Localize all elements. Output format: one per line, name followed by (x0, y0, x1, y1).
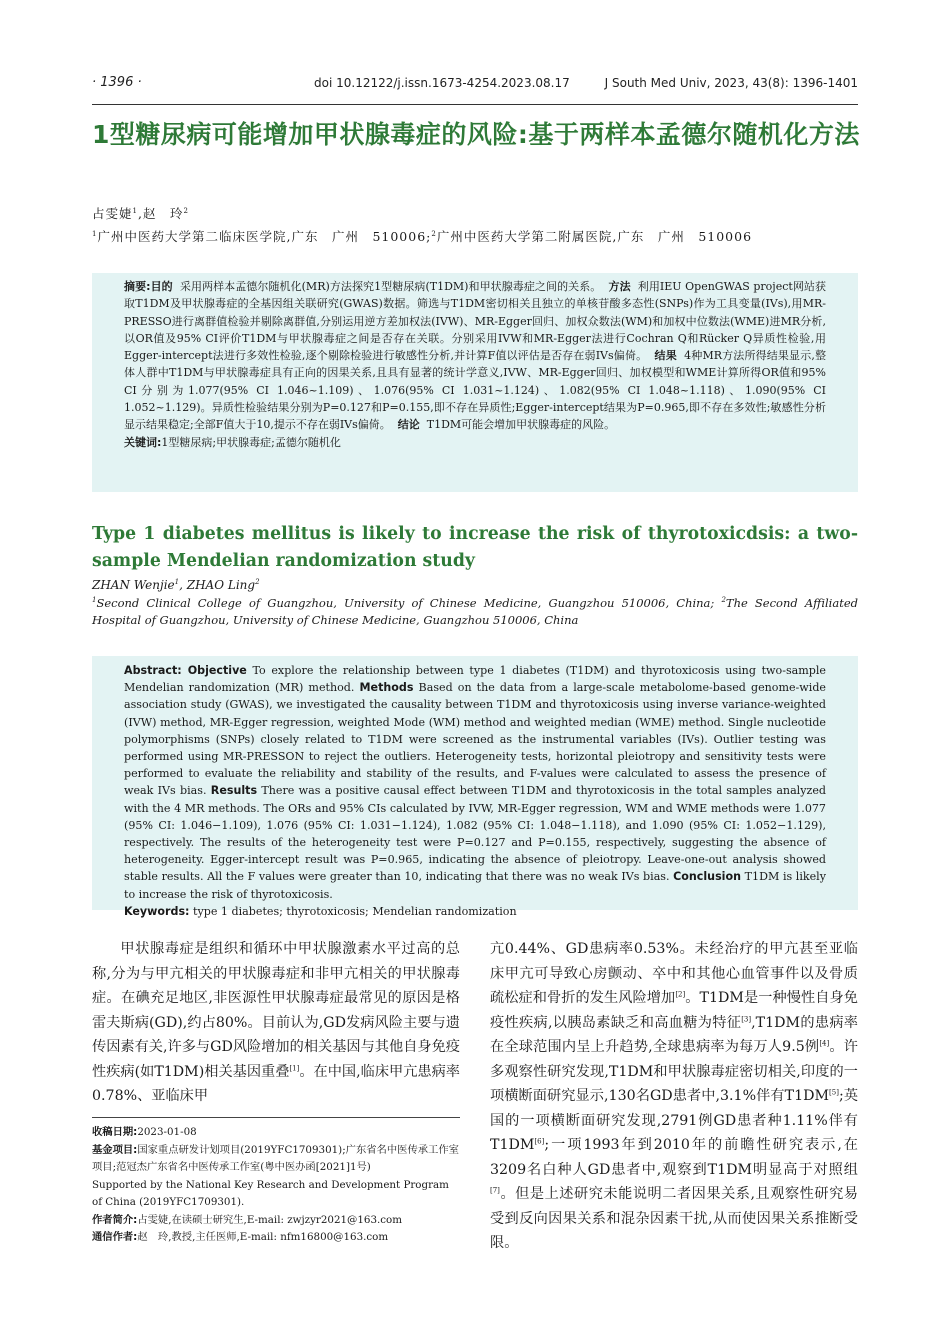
body-text-r1: 亢0.44%、GD患病率0.53%。未经治疗的甲亢甚至亚临床甲亢可导致心房颤动、卒中和其他心血管事件以及骨质疏松症和骨折的发生风险增加 (490, 941, 858, 1006)
funding (92, 1142, 460, 1177)
corresponding-label: 通信作者: (92, 1231, 138, 1243)
journal-citation: J South Med Univ, 2023, 43(8): 1396-1401 (604, 76, 858, 90)
objective-label-cn: 摘要:目的 (124, 280, 173, 293)
methods-text-en: Based on the data from a large-scale metabolome-based genome-wide association study (GWAS), we investigated the causality between T1DM and thyrotoxicosis using inverse variance-weighted (IVW) method, MR-Egger regression, weighted Mode (WM) method and weighted median (WME) method. Single nucleotide polymorphisms (SNPs) closely related to T1DM were screened as the instrumental variables (IVs). Outlier testing was performed using MR-PRESSON to reject the outliers. Heterogeneity tests, horizontal pleiotropy and sensitivity tests were performed to evaluate the reliability and stability of the results, and F-values were calculated to assess the presence of weak IVs bias. (124, 681, 826, 798)
results-text-cn: 4种MR方法所得结果显示,整体人群中T1DM与甲状腺毒症具有正向的因果关系,且具有显著的统计学意义,IVW、MR-Egger回归、加权模型和WME计算所得OR值和95% CI分别为1.077(95% CI 1.046~1.109)、1.076(95% CI 1.031~1.124)、1.082(95% CI 1.048~1.118)、1.090(95% CI 1.052~1.129)。异质性检验结果分别为P=0.127和P=0.155,即不存在异质性;Egger-intercept结果为P=0.965,即不存在多效性;敏感性分析显示结果稳定;全部F值大于10,提示不存在弱IVs偏倚。 (124, 349, 827, 432)
conclusion-text-en: T1DM is likely to increase the risk of thyrotoxicosis. (124, 870, 826, 901)
methods-text-cn: 利用IEU OpenGWAS project网站获取T1DM及甲状腺毒症的全基因组关联研究(GWAS)数据。筛选与T1DM密切相关且独立的单核苷酸多态性(SNPs)作为工具变量(IVs),用MR-PRESSO进行离群值检验并剔除离群值,分别运用逆方差加权法(IVW)、MR-Egger回归、加权众数法(WM)和加权中位数法(WME)进MR分析,以OR值及95% CI评价T1DM与甲状腺毒症之间是否存在关联。分别采用IVW和MR-Egger法进行Cochran Q和Rücker Q异质性检验,用Egger-intercept法进行多效性检验,逐个剔除检验进行敏感性分析,并计算F值以评估是否存在弱IVs偏倚。 (124, 280, 827, 363)
received-value: 2023-01-08 (137, 1126, 197, 1138)
citation-3[interactable]: [3] (741, 1014, 752, 1023)
affil-2-sup: 2 (431, 229, 437, 238)
keywords-text-en: type 1 diabetes; thyrotoxicosis; Mendelian randomization (193, 904, 517, 918)
body-paragraph-1 (92, 937, 460, 1109)
running-header (92, 72, 858, 96)
affil-2-en: The Second Affiliated Hospital of Guangzhou, University of Chinese Medicine, Guangzhou 510006, China (92, 596, 858, 627)
funding-cn: 国家重点研发计划项目(2019YFC1709301);广东省名中医传承工作室项目;范冠杰广东省名中医传承工作室(粤中医办函[2021]1号) (92, 1143, 459, 1173)
author-bio (92, 1212, 460, 1230)
author-1-en-sup: 1 (174, 578, 180, 586)
abstract-chinese (124, 278, 826, 434)
corresponding-text: 赵 玲,教授,主任医师,E-mail: nfm16800@163.com (137, 1231, 389, 1243)
affil-1-en-sup: 1 (92, 596, 97, 605)
keywords-label-en: Keywords: (124, 904, 190, 918)
affil-1-cn: 广州中医药大学第二临床医学院,广东 广州 510006; (97, 229, 432, 244)
affil-2-en-sup: 2 (721, 596, 726, 605)
citation-7[interactable]: [7] (490, 1186, 500, 1195)
received-label: 收稿日期: (92, 1126, 138, 1138)
author-1-cn: 占雯婕 (92, 206, 133, 221)
body-text-r3: ,T1DM的患病率在全球范围内呈上升趋势,全球患病率为每万人9.5例 (490, 1014, 858, 1055)
results-text-en: There was a positive causal effect between T1DM and thyrotoxicosis in the total samples analyzed with the 4 MR methods. The ORs and 95% CIs calculated by IVW, MR-Egger regression, WM and WME methods were 1.077 (95% CI: 1.046−1.109), 1.076 (95% CI: 1.031−1.124), 1.082 (95% CI: 1.048−1.118), and 1.090 (95% CI: 1.052−1.129), respectively. The results of the heterogeneity test were P=0.127 and P=0.155, respectively, suggesting the absence of heterogeneity. Egger-intercept result was P=0.965, indicating the absence of pleiotropy. Leave-one-out analysis showed stable results. All the F values were greater than 10, indicating that there was no weak IVs bias. (124, 784, 827, 884)
authors-english (92, 578, 260, 592)
received-date (92, 1124, 460, 1142)
author-2-cn: 赵 玲 (142, 206, 184, 221)
abstract-english-box (92, 656, 858, 918)
affil-1-en: Second Clinical College of Guangzhou, University of Chinese Medicine, Guangzhou 510006, China; (96, 596, 722, 610)
body-text-r2: 。T1DM是一种慢性自身免疫性疾病,以胰岛素缺乏和高血糖为特征 (490, 990, 858, 1031)
author-bio-text: 占雯婕,在读硕士研究生,E-mail: zwjzyr2021@163.com (137, 1213, 402, 1226)
citation-4[interactable]: [4] (819, 1039, 830, 1048)
body-text-left: 甲状腺毒症是组织和循环中甲状腺激素水平过高的总称,分为与甲亢相关的甲状腺毒症和非甲亢相关的甲状腺毒症。在碘充足地区,非医源性甲状腺毒症最常见的原因是格雷夫斯病(GD),约占80%。目前认为,GD发病风险主要与遗传因素有关,许多与GD风险增加的相关基因与其他自身免疫性疾病(如T1DM)相关基因重叠 (92, 941, 460, 1080)
author-2-en: ZHAO Ling (186, 578, 256, 592)
body-text-r7: 。但是上述研究未能说明二者因果关系,且观察性研究易受到反向因果关系和混杂因素干扰,从而使因果关系推断受限。 (490, 1186, 858, 1251)
author-en-separator: , (179, 578, 187, 592)
corresponding-author (92, 1229, 460, 1247)
title-chinese: 1型糖尿病可能增加甲状腺毒症的风险:基于两样本孟德尔随机化方法 (92, 120, 860, 149)
body-column-right (490, 937, 858, 1256)
citation-6[interactable]: [6] (534, 1137, 545, 1146)
conclusion-label-cn: 结论 (397, 418, 420, 432)
keywords-text-cn: 1型糖尿病;甲状腺毒症;孟德尔随机化 (161, 435, 341, 449)
methods-label-cn: 方法 (608, 280, 631, 293)
header-rule (92, 104, 858, 105)
author-2-en-sup: 2 (255, 578, 260, 586)
body-text-r4: 。许多观察性研究发现,T1DM和甲状腺毒症密切相关,印度的一项横断面研究显示,130名GD患者中,3.1%伴有T1DM (490, 1039, 858, 1104)
author-1-en: ZHAN Wenjie (92, 578, 175, 592)
author-2-sup: 2 (183, 206, 189, 215)
citation-1[interactable]: [1] (289, 1063, 300, 1072)
affil-2-cn: 广州中医药大学第二附属医院,广东 广州 510006 (436, 229, 753, 244)
funding-label: 基金项目: (92, 1143, 138, 1156)
objective-text-en: To explore the relationship between type 1 diabetes (T1DM) and thyrotoxicosis using two-sample Mendelian randomization (MR) method. (124, 664, 826, 695)
affiliations-chinese (92, 227, 752, 245)
doi: doi 10.12122/j.issn.1673-4254.2023.08.17 (314, 76, 570, 90)
body-column-left (92, 937, 460, 1109)
authors-chinese (92, 204, 189, 222)
keywords-label-cn: 关键词: (124, 435, 162, 449)
author-1-sup: 1 (132, 206, 138, 215)
conclusion-label-en: Conclusion (673, 870, 742, 884)
affil-1-sup: 1 (92, 229, 98, 238)
page-number: · 1396 · (92, 75, 142, 90)
body-text-r6: ;一项1993年到2010年的前瞻性研究表示,在3209名白种人GD患者中,观察到T1DM明显高于对照组 (490, 1137, 858, 1178)
footnote-rule (92, 1117, 460, 1118)
conclusion-text-cn: T1DM可能会增加甲状腺毒症的风险。 (426, 418, 616, 432)
body-text-left-end: 。在中国,临床甲亢患病率0.78%、亚临床甲 (92, 1063, 460, 1104)
keywords-chinese (124, 434, 826, 451)
objective-text-cn: 采用两样本孟德尔随机化(MR)方法探究1型糖尿病(T1DM)和甲状腺毒症之间的关系。 (179, 280, 602, 293)
results-label-en: Results (210, 784, 258, 798)
body-text-r5: ;英国的一项横断面研究发现,2791例GD患者种1.11%伴有T1DM (490, 1088, 859, 1153)
title-english: Type 1 diabetes mellitus is likely to increase the risk of thyrotoxicdsis: a two-sample Mendelian randomization study (92, 524, 858, 571)
author-bio-label: 作者简介: (92, 1213, 138, 1226)
results-label-cn: 结果 (654, 349, 677, 363)
citation-2[interactable]: [2] (675, 990, 686, 999)
objective-label-en: Abstract: Objective (124, 664, 247, 677)
affiliations-english (92, 595, 858, 629)
funding-english: Supported by the National Key Research and Development Program of China (2019YFC1709301). (92, 1178, 449, 1208)
abstract-chinese-box (92, 273, 858, 492)
keywords-english (124, 903, 826, 920)
abstract-english (124, 662, 826, 903)
footnotes (92, 1124, 460, 1247)
citation-5[interactable]: [5] (829, 1088, 839, 1097)
author-separator: , (137, 206, 143, 221)
methods-label-en: Methods (359, 681, 414, 695)
body-paragraph-2 (490, 937, 858, 1256)
